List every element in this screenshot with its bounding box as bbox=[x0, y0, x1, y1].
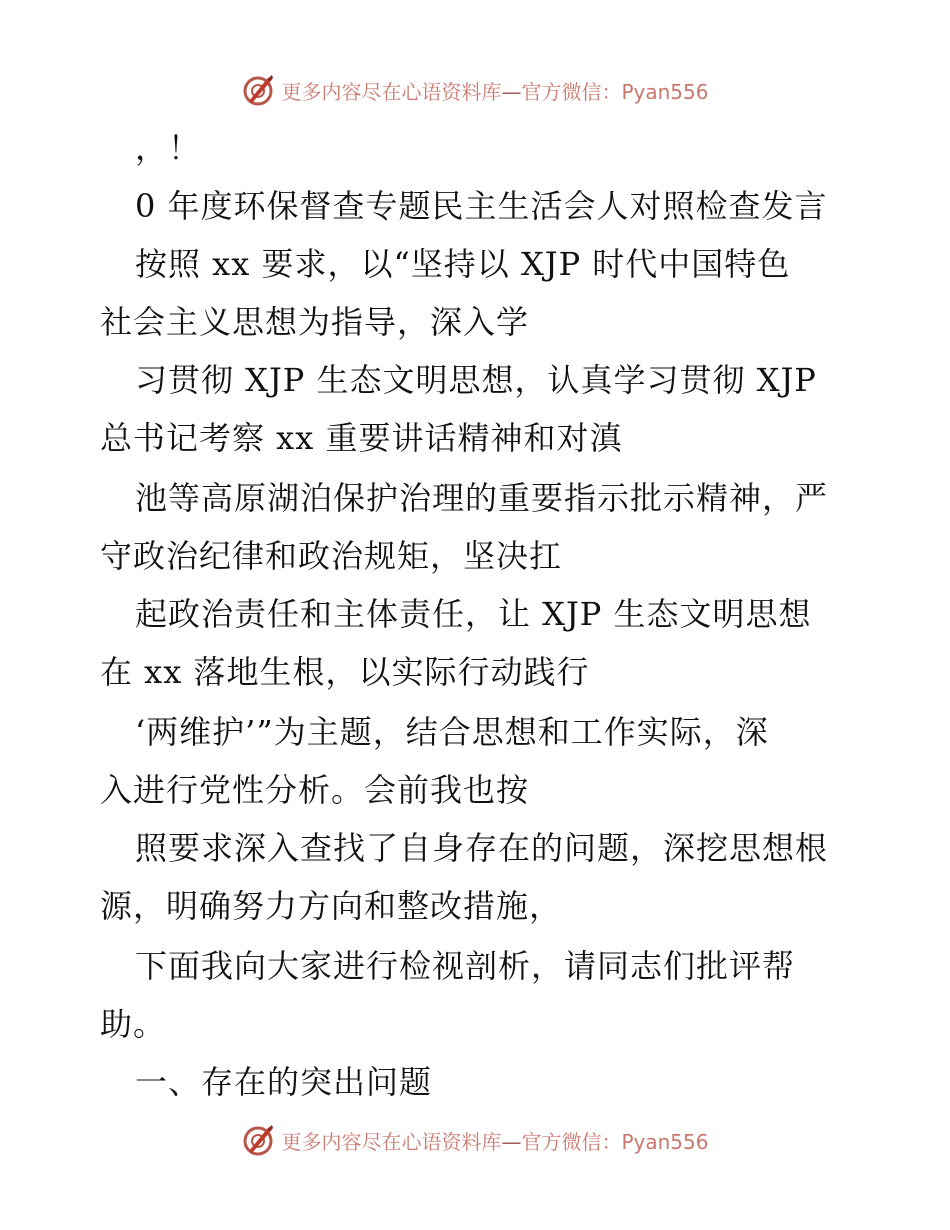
pen-logo-icon bbox=[241, 1123, 275, 1157]
watermark-brand: 更多内容尽在心语资料库 bbox=[281, 1129, 502, 1154]
text-line: ，！ bbox=[135, 129, 202, 167]
text-line: ‘两维护’”为主题，结合思想和工作实际，深 bbox=[135, 713, 769, 751]
text-line: 入进行党性分析。会前我也按 bbox=[100, 771, 530, 809]
document-title: 0 年度环保督查专题民主生活会人对照检查发言 bbox=[135, 187, 828, 225]
pen-logo-icon bbox=[241, 73, 275, 107]
watermark-wechat: 官方微信：Pyan556 bbox=[521, 79, 709, 104]
watermark-separator: — bbox=[501, 1129, 522, 1154]
text-line: 池等高原湖泊保护治理的重要指示批示精神，严 bbox=[135, 479, 829, 517]
section-heading: 一、存在的突出问题 bbox=[135, 1063, 433, 1101]
text-line: 下面我向大家进行检视剖析，请同志们批评帮 bbox=[135, 947, 796, 985]
text-line: 按照 xx 要求，以“坚持以 XJP 时代中国特色 bbox=[135, 245, 791, 283]
text-line: 照要求深入查找了自身存在的问题，深挖思想根 bbox=[135, 829, 829, 867]
footer-watermark bbox=[0, 1120, 950, 1160]
header-watermark bbox=[0, 70, 950, 110]
text-line: 起政治责任和主体责任，让 XJP 生态文明思想 bbox=[135, 595, 812, 633]
text-line: 习贯彻 XJP 生态文明思想，认真学习贯彻 XJP bbox=[135, 361, 817, 399]
text-line: 在 xx 落地生根，以实际行动践行 bbox=[100, 653, 590, 691]
watermark-brand: 更多内容尽在心语资料库 bbox=[281, 79, 502, 104]
watermark-text bbox=[281, 1126, 708, 1155]
text-line: 助。 bbox=[100, 1005, 167, 1043]
text-line: 总书记考察 xx 重要讲话精神和对滇 bbox=[100, 419, 623, 457]
watermark-text bbox=[281, 76, 708, 105]
text-line: 社会主义思想为指导，深入学 bbox=[100, 303, 530, 341]
watermark-wechat: 官方微信：Pyan556 bbox=[521, 1129, 709, 1154]
watermark-separator: — bbox=[501, 79, 522, 104]
text-line: 守政治纪律和政治规矩，坚决扛 bbox=[100, 537, 563, 575]
text-line: 源，明确努力方向和整改措施， bbox=[100, 887, 563, 925]
